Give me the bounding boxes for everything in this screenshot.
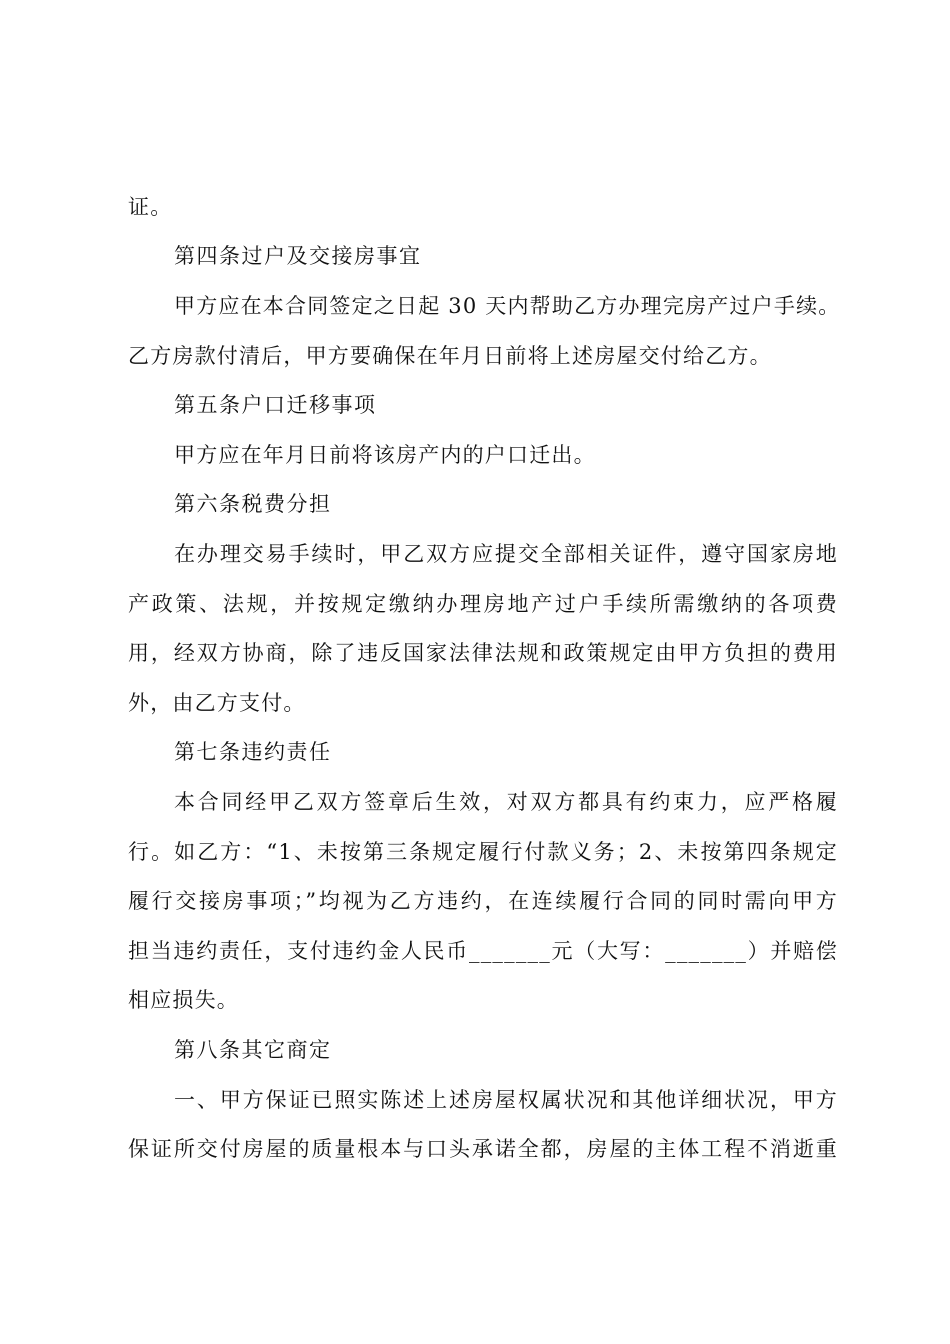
article-6-line-1: 在办理交易手续时，甲乙双方应提交全部相关证件，遵守国家房地 (174, 542, 838, 566)
article-4-line-2: 乙方房款付清后，甲方要确保在年月日前将上述房屋交付给乙方。 (128, 344, 772, 368)
paragraph-continuation: 证。 (128, 195, 173, 219)
article-6-line-4: 外，由乙方支付。 (128, 691, 306, 715)
article-8-line-1: 一、甲方保证已照实陈述上述房屋权属状况和其他详细状况，甲方 (174, 1088, 838, 1112)
article-7-line-3: 履行交接房事项；”均视为乙方违约，在连续履行合同的同时需向甲方 (128, 889, 838, 913)
article-7-line-4: 担当违约责任，支付违约金人民币_______元（大写：_______）并赔偿 (128, 939, 838, 963)
article-6-heading: 第六条税费分担 (174, 492, 332, 516)
article-5-line-1: 甲方应在年月日前将该房产内的户口迁出。 (174, 443, 596, 467)
article-7-line-2: 行。如乙方：“1、未按第三条规定履行付款义务；2、未按第四条规定 (128, 840, 838, 864)
article-7-line-5: 相应损失。 (128, 988, 239, 1012)
article-4-heading: 第四条过户及交接房事宜 (174, 244, 422, 268)
article-5-heading: 第五条户口迁移事项 (174, 393, 377, 417)
article-4-line-1: 甲方应在本合同签定之日起 30 天内帮助乙方办理完房产过户手续。 (174, 294, 841, 318)
article-8-line-2: 保证所交付房屋的质量根本与口头承诺全都，房屋的主体工程不消逝重 (128, 1137, 838, 1161)
article-7-heading: 第七条违约责任 (174, 740, 332, 764)
article-8-heading: 第八条其它商定 (174, 1038, 332, 1062)
article-6-line-2: 产政策、法规，并按规定缴纳办理房地产过户手续所需缴纳的各项费 (128, 592, 838, 616)
article-7-line-1: 本合同经甲乙双方签章后生效，对双方都具有约束力，应严格履 (174, 790, 838, 814)
article-6-line-3: 用，经双方协商，除了违反国家法律法规和政策规定由甲方负担的费用 (128, 641, 838, 665)
